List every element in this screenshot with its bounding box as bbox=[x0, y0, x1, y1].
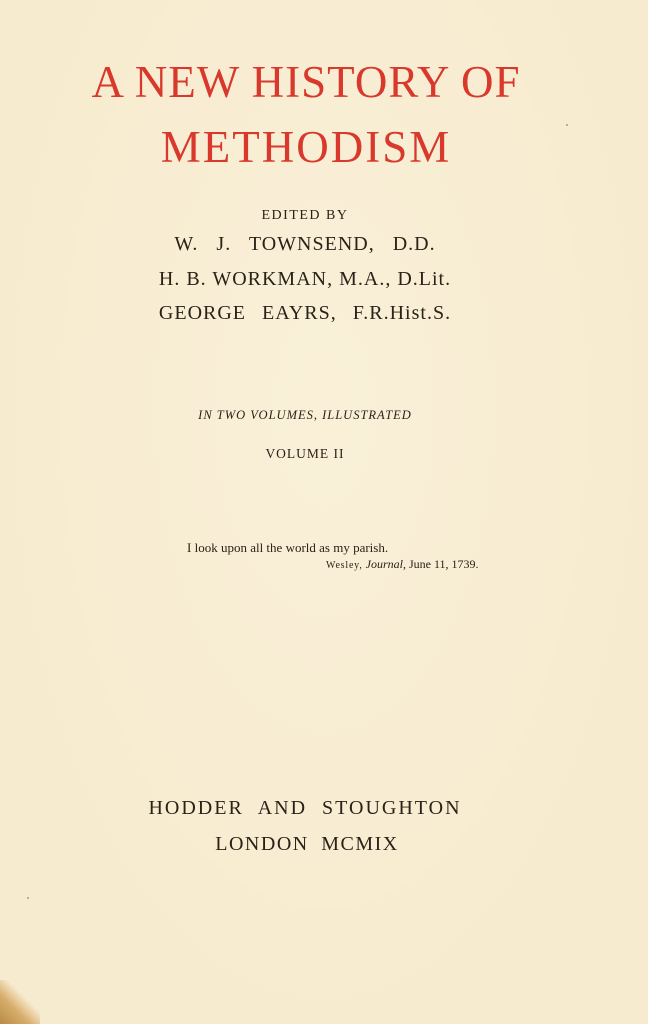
publication-place-year: LONDON MCMIX bbox=[215, 833, 399, 855]
epigraph-date: June 11, 1739. bbox=[408, 557, 479, 571]
volume-number: VOLUME II bbox=[265, 446, 345, 461]
epigraph-author: Wesley, bbox=[326, 560, 363, 571]
epigraph-quote: I look upon all the world as my parish. bbox=[187, 540, 389, 555]
edited-by-label: EDITED BY bbox=[261, 208, 349, 223]
epigraph-work: Journal, bbox=[365, 557, 406, 571]
corner-stain bbox=[0, 980, 40, 1024]
paper-speck bbox=[27, 897, 29, 899]
volumes-note: IN TWO VOLUMES, ILLUSTRATED bbox=[198, 408, 412, 422]
editor-townsend: W. J. TOWNSEND, D.D. bbox=[174, 233, 436, 255]
publisher-name: HODDER AND STOUGHTON bbox=[148, 797, 462, 819]
editor-eayrs: GEORGE EAYRS, F.R.Hist.S. bbox=[158, 302, 452, 324]
epigraph-citation bbox=[326, 557, 479, 572]
book-title-line-1: A NEW HISTORY OF bbox=[91, 57, 521, 107]
book-title-line-2: METHODISM bbox=[160, 122, 452, 172]
editor-workman: H. B. WORKMAN, M.A., D.Lit. bbox=[158, 268, 452, 290]
paper-speck bbox=[566, 124, 568, 126]
